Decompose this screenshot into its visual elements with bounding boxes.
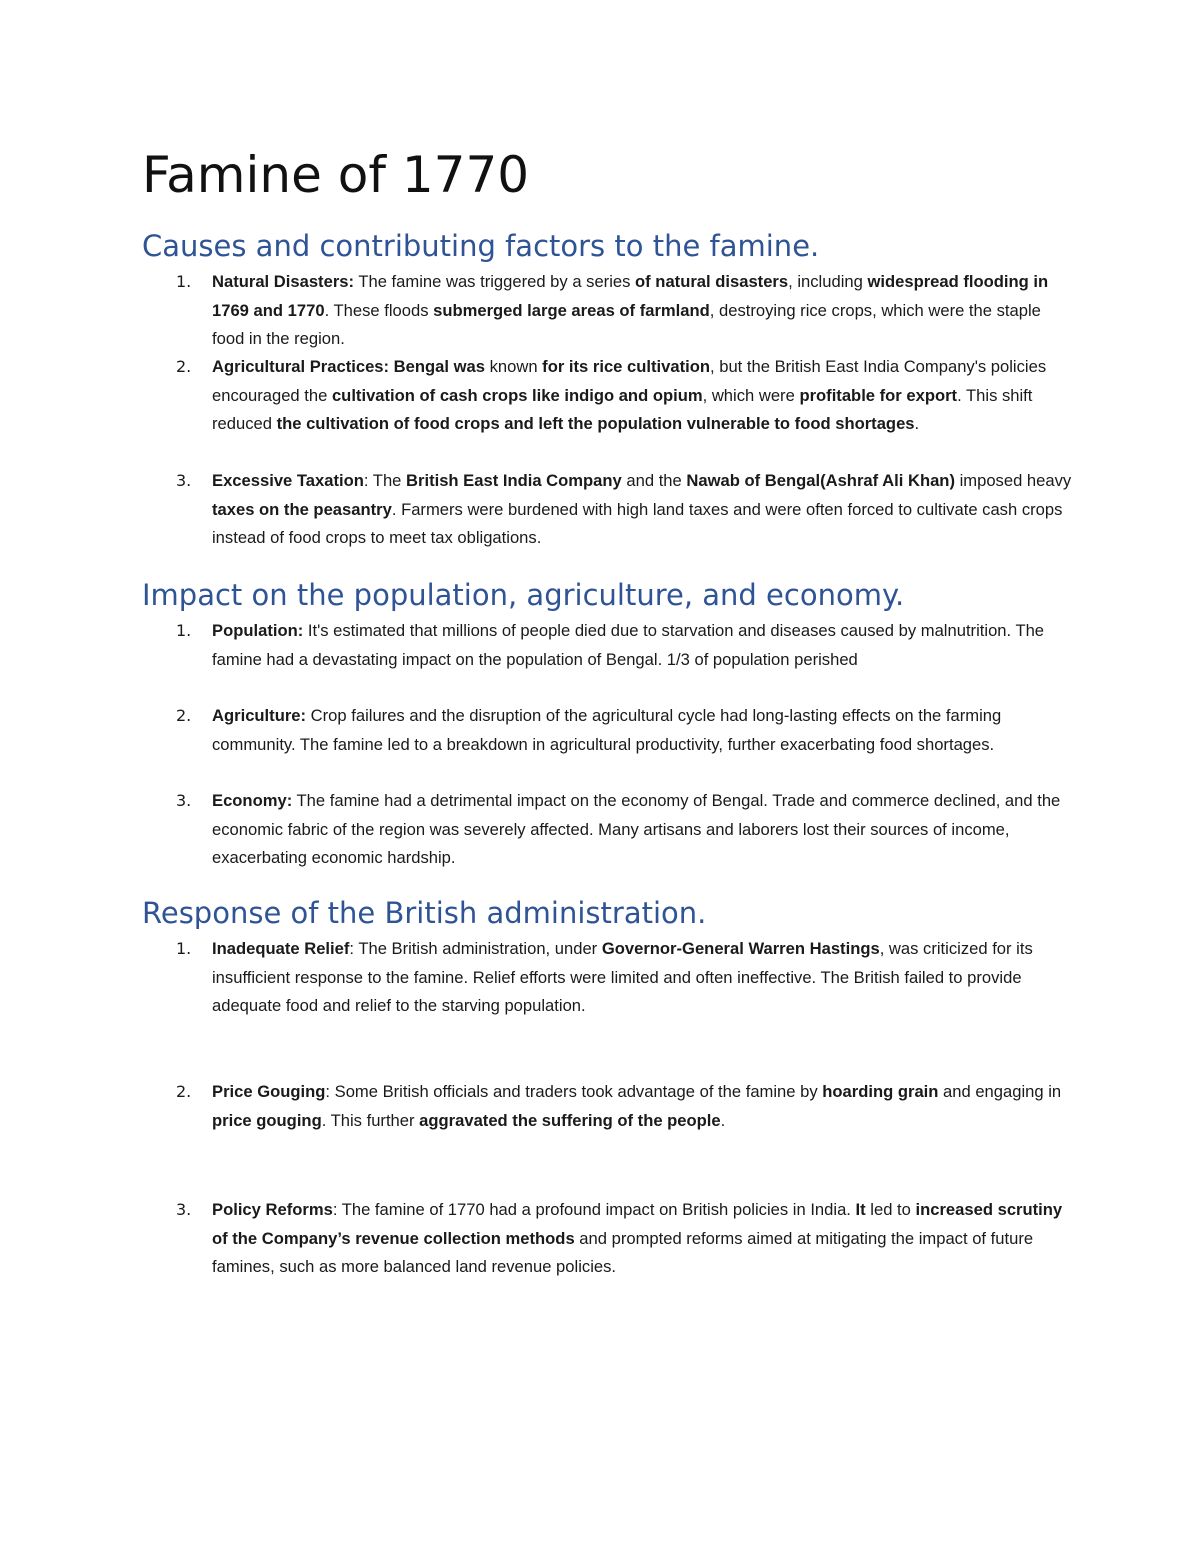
bold-text-run: Inadequate Relief: [212, 939, 350, 958]
bold-text-run: Policy Reforms: [212, 1200, 333, 1219]
text-run: . These floods: [324, 300, 434, 320]
text-run: , including: [788, 272, 868, 291]
text-run: .: [720, 1110, 726, 1130]
list-item-text: [212, 935, 1072, 1021]
bold-text-run: British East India Company: [406, 471, 622, 490]
text-run: : Some British officials and traders took advantage of the famine by: [325, 1082, 823, 1101]
bold-text-run: Population:: [212, 621, 304, 640]
text-run: . Farmers were burdened with high land taxes and were often forced to cultivate cash crops instead of food crops to meet tax obligations.: [212, 499, 1063, 547]
list-number: 2.: [176, 1082, 192, 1101]
text-run: : The British administration, under: [349, 939, 602, 958]
bold-text-run: for its rice cultivation: [542, 357, 710, 376]
bold-text-run: Price Gouging: [212, 1082, 326, 1101]
list-item-text: [212, 1078, 1072, 1135]
text-run: , but the British East India Company's policies encouraged the: [212, 357, 1047, 405]
bold-text-run: profitable for export: [799, 385, 958, 405]
bold-text-run: submerged large areas of farmland: [433, 300, 710, 320]
bold-text-run: increased scrutiny of the Company’s revenue collection methods: [212, 1200, 1063, 1248]
text-run: led to: [865, 1200, 916, 1219]
bold-text-run: cultivation of cash crops like indigo and opium: [331, 385, 703, 405]
text-run: , destroying rice crops, which were the staple food in the region.: [212, 300, 1041, 348]
text-run: and engaging in: [938, 1082, 1062, 1101]
bold-text-run: hoarding grain: [822, 1082, 939, 1101]
bold-text-run: Nawab of Bengal(Ashraf Ali Khan): [686, 471, 955, 490]
bold-text-run: aggravated the suffering of the people: [419, 1110, 721, 1130]
list-item-text: [212, 702, 1072, 759]
text-run: Crop failures and the disruption of the agricultural cycle had long-lasting effects on the farming community. The famine led to a breakdown in agricultural productivity, further exacerbating food shortages.: [212, 706, 1002, 754]
text-run: known: [484, 357, 543, 376]
section-heading-impact: Impact on the population, agriculture, and economy.: [142, 578, 905, 612]
list-number: 3.: [176, 471, 192, 490]
text-run: , was criticized for its insufficient response to the famine. Relief efforts were limited and often ineffective. The British failed to provide adequate food and relief to the starving population.: [212, 939, 1033, 1015]
text-run: and prompted reforms aimed at mitigating the impact of future famines, such as more balanced land revenue policies.: [212, 1228, 1034, 1276]
bold-text-run: Natural Disasters:: [212, 272, 355, 291]
bold-text-run: Agriculture:: [212, 706, 307, 725]
bold-text-run: Governor-General Warren Hastings: [601, 939, 880, 958]
text-run: The famine had a detrimental impact on the economy of Bengal. Trade and commerce declined, and the economic fabric of the region was severely affected. Many artisans and laborers lost their sources of income, exacerbating economic hardship.: [212, 791, 1061, 867]
list-item-text: [212, 617, 1072, 674]
list-number: 2.: [176, 706, 192, 725]
list-number: 3.: [176, 791, 192, 810]
text-run: It's estimated that millions of people died due to starvation and diseases caused by malnutrition. The famine had a devastating impact on the population of Bengal. 1/3 of population perished: [212, 621, 1045, 669]
list-item-text: [212, 1196, 1072, 1282]
text-run: : The: [363, 471, 407, 490]
list-number: 1.: [176, 272, 192, 291]
bold-text-run: Excessive Taxation: [212, 471, 364, 490]
bold-text-run: taxes on the peasantry: [212, 499, 392, 519]
text-run: imposed heavy: [954, 471, 1072, 490]
list-item-text: [212, 787, 1072, 873]
list-number: 1.: [176, 621, 192, 640]
text-run: and the: [621, 471, 687, 490]
text-run: , which were: [702, 385, 800, 405]
list-item-text: [212, 467, 1072, 553]
bold-text-run: of natural disasters: [635, 272, 789, 291]
list-item-text: [212, 268, 1072, 354]
text-run: The famine was triggered by a series: [354, 272, 636, 291]
bold-text-run: It: [855, 1200, 866, 1219]
bold-text-run: Agricultural Practices: Bengal was: [212, 357, 485, 376]
text-run: . This further: [321, 1110, 420, 1130]
bold-text-run: price gouging: [212, 1110, 322, 1130]
text-run: .: [914, 414, 920, 433]
document-title: Famine of 1770: [142, 146, 530, 204]
section-heading-causes: Causes and contributing factors to the famine.: [142, 229, 820, 263]
list-number: 1.: [176, 939, 192, 958]
text-run: : The famine of 1770 had a profound impact on British policies in India.: [332, 1200, 856, 1219]
bold-text-run: the cultivation of food crops and left the population vulnerable to food shortages: [276, 414, 915, 433]
list-number: 3.: [176, 1200, 192, 1219]
section-heading-response: Response of the British administration.: [142, 896, 707, 930]
bold-text-run: Economy:: [212, 791, 293, 810]
list-item-text: [212, 353, 1072, 439]
list-number: 2.: [176, 357, 192, 376]
text-run: . This shift reduced: [212, 385, 1033, 433]
bold-text-run: widespread flooding in 1769 and 1770: [212, 272, 1049, 320]
